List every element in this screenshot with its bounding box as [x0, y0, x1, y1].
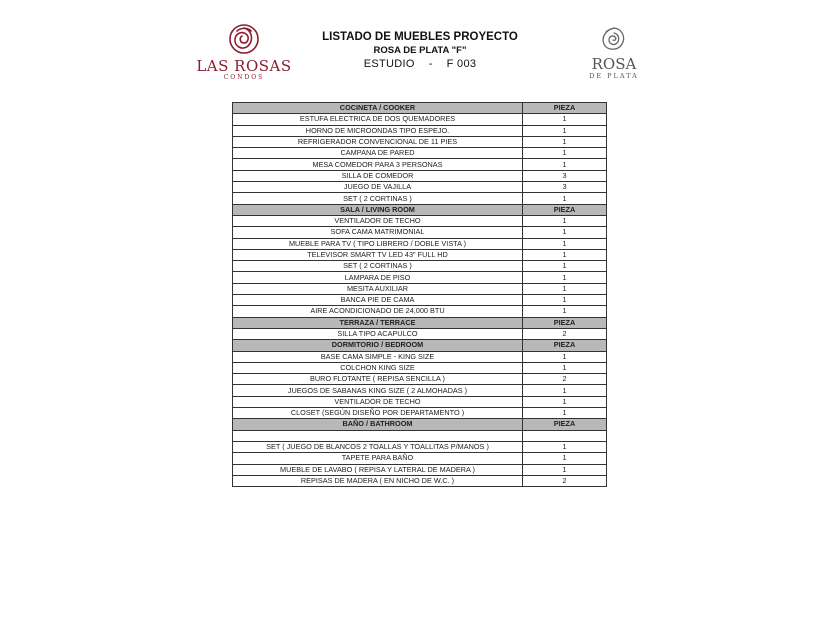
item-name: SET ( 2 CORTINAS ): [233, 261, 523, 272]
item-row: [233, 430, 607, 441]
item-qty: 1: [523, 295, 607, 306]
item-row: [233, 114, 607, 125]
section-title: COCINETA / COOKER: [233, 103, 523, 114]
item-name: SET ( JUEGO DE BLANCOS 2 TOALLAS Y TOALLITAS P/MANOS ): [233, 441, 523, 452]
item-name: BASE CAMA SIMPLE - KING SIZE: [233, 351, 523, 362]
rosa-de-plata-brand-sub: DE PLATA: [589, 72, 639, 80]
item-name: HORNO DE MICROONDAS TIPO ESPEJO.: [233, 125, 523, 136]
item-row: [233, 441, 607, 452]
item-qty: [523, 430, 607, 441]
item-name: ESTUFA ELECTRICA DE DOS QUEMADORES: [233, 114, 523, 125]
section-header-row: [233, 419, 607, 430]
item-name: MESA COMEDOR PARA 3 PERSONAS: [233, 159, 523, 170]
item-qty: 1: [523, 385, 607, 396]
item-row: [233, 295, 607, 306]
item-name: REFRIGERADOR CONVENCIONAL DE 11 PIES: [233, 136, 523, 147]
item-row: [233, 238, 607, 249]
item-row: [233, 396, 607, 407]
item-row: [233, 464, 607, 475]
item-row: [233, 261, 607, 272]
item-name: LAMPARA DE PISO: [233, 272, 523, 283]
item-qty: 1: [523, 159, 607, 170]
item-qty: 1: [523, 136, 607, 147]
item-qty: 2: [523, 475, 607, 486]
item-name: SOFA CAMA MATRIMONIAL: [233, 227, 523, 238]
item-row: [233, 170, 607, 181]
item-name: COLCHON KING SIZE: [233, 362, 523, 373]
item-name: VENTILADOR DE TECHO: [233, 396, 523, 407]
section-header-row: [233, 103, 607, 114]
section-header-row: [233, 317, 607, 328]
item-name: MUEBLE PARA TV ( TIPO LIBRERO / DOBLE VISTA ): [233, 238, 523, 249]
furniture-table: [232, 102, 607, 487]
item-qty: 1: [523, 362, 607, 373]
item-row: [233, 374, 607, 385]
item-name: JUEGOS DE SABANAS KING SIZE ( 2 ALMOHADAS ): [233, 385, 523, 396]
item-qty: 1: [523, 238, 607, 249]
item-name: [233, 430, 523, 441]
item-row: [233, 351, 607, 362]
item-qty: 1: [523, 249, 607, 260]
rosa-de-plata-logo: [566, 24, 662, 84]
item-name: JUEGO DE VAJILLA: [233, 182, 523, 193]
las-rosas-brand-name: LAS ROSAS: [196, 57, 292, 75]
las-rosas-logo: [196, 22, 292, 88]
section-title: DORMITORIO / BEDROOM: [233, 340, 523, 351]
item-qty: 1: [523, 396, 607, 407]
item-name: CAMPANA DE PARED: [233, 148, 523, 159]
rose-icon: [227, 22, 261, 56]
item-qty: 1: [523, 408, 607, 419]
las-rosas-brand-sub: CONDOS: [223, 74, 265, 81]
item-name: BURO FLOTANTE ( REPISA SENCILLA ): [233, 374, 523, 385]
document-subtitle: ROSA DE PLATA "F": [373, 45, 467, 56]
item-qty: 1: [523, 351, 607, 362]
unit-separator: -: [428, 58, 433, 70]
item-row: [233, 148, 607, 159]
item-row: [233, 249, 607, 260]
item-name: CLOSET (SEGÚN DISEÑO POR DEPARTAMENTO ): [233, 408, 523, 419]
item-row: [233, 193, 607, 204]
item-row: [233, 328, 607, 339]
item-row: [233, 408, 607, 419]
section-title: SALA / LIVING ROOM: [233, 204, 523, 215]
section-qty-label: PIEZA: [523, 340, 607, 351]
section-header-row: [233, 204, 607, 215]
item-qty: 1: [523, 114, 607, 125]
section-title: TERRAZA / TERRACE: [233, 317, 523, 328]
item-name: VENTILADOR DE TECHO: [233, 215, 523, 226]
item-name: TELEVISOR SMART TV LED 43" FULL HD: [233, 249, 523, 260]
section-title: BAÑO / BATHROOM: [233, 419, 523, 430]
item-row: [233, 136, 607, 147]
document-header: [300, 30, 540, 72]
item-row: [233, 125, 607, 136]
item-qty: 1: [523, 441, 607, 452]
item-qty: 1: [523, 193, 607, 204]
item-name: REPISAS DE MADERA ( EN NICHO DE W.C. ): [233, 475, 523, 486]
rosa-de-plata-brand-name: ROSA: [591, 55, 637, 73]
item-qty: 2: [523, 374, 607, 385]
item-name: AIRE ACONDICIONADO DE 24,000 BTU: [233, 306, 523, 317]
item-qty: 1: [523, 453, 607, 464]
item-qty: 1: [523, 215, 607, 226]
item-qty: 1: [523, 125, 607, 136]
item-qty: 3: [523, 170, 607, 181]
item-row: [233, 215, 607, 226]
item-qty: 1: [523, 272, 607, 283]
section-header-row: [233, 340, 607, 351]
section-qty-label: PIEZA: [523, 419, 607, 430]
item-qty: 1: [523, 283, 607, 294]
item-qty: 2: [523, 328, 607, 339]
item-row: [233, 227, 607, 238]
document-title: LISTADO DE MUEBLES PROYECTO: [322, 31, 518, 43]
item-qty: 1: [523, 464, 607, 475]
section-qty-label: PIEZA: [523, 103, 607, 114]
item-qty: 1: [523, 227, 607, 238]
item-row: [233, 272, 607, 283]
item-row: [233, 362, 607, 373]
item-row: [233, 159, 607, 170]
item-row: [233, 385, 607, 396]
item-name: SILLA TIPO ACAPULCO: [233, 328, 523, 339]
furniture-table-body: [233, 103, 607, 487]
item-name: MUEBLE DE LAVABO ( REPISA Y LATERAL DE MADERA ): [233, 464, 523, 475]
item-qty: 3: [523, 182, 607, 193]
item-qty: 1: [523, 148, 607, 159]
item-row: [233, 453, 607, 464]
rose-outline-icon: [598, 24, 630, 54]
unit-code: F 003: [446, 58, 477, 70]
item-row: [233, 306, 607, 317]
item-name: SET ( 2 CORTINAS ): [233, 193, 523, 204]
section-qty-label: PIEZA: [523, 317, 607, 328]
section-qty-label: PIEZA: [523, 204, 607, 215]
item-row: [233, 283, 607, 294]
item-row: [233, 182, 607, 193]
unit-type: ESTUDIO: [363, 58, 415, 70]
item-qty: 1: [523, 261, 607, 272]
item-row: [233, 475, 607, 486]
item-qty: 1: [523, 306, 607, 317]
item-name: MESITA AUXILIAR: [233, 283, 523, 294]
item-name: SILLA DE COMEDOR: [233, 170, 523, 181]
item-name: TAPETE PARA BAÑO: [233, 453, 523, 464]
item-name: BANCA PIE DE CAMA: [233, 295, 523, 306]
unit-line: [300, 57, 540, 72]
